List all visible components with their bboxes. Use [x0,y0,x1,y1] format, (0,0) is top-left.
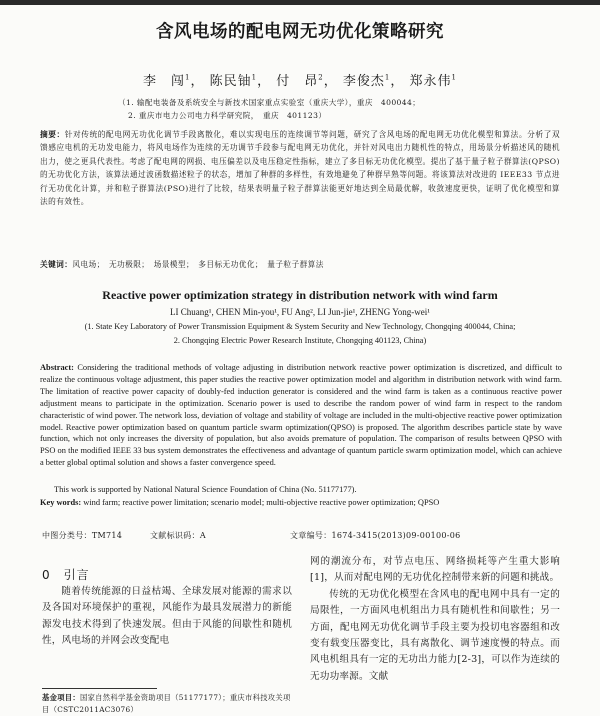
affiliation-chinese-1: （1. 输配电装备及系统安全与新技术国家重点实验室（重庆大学），重庆 400044； [118,98,421,107]
paper-title-english: Reactive power optimization strategy in distribution network with wind farm [102,288,498,302]
article-label: 文章编号： [290,531,332,540]
paragraph: 传统的无功优化模型在含风电的配电网中具有一定的局限性，一方面风电机组出力具有随机性和间歇性；另一方面，配电网无功优化调节手段主要为投切电容器组和改变有载变压器变比，具有离散化、调节速度慢的特点。而风电机组具有一定的无功出力能力[2-3]，可以作为连续的无功功率源。文献 [310,588,560,682]
keywords-text: wind farm; reactive power limitation; scenario model; multi-objective reactive power optimization; QPSO [83,498,440,507]
keywords-label: Key words: [40,498,82,507]
body-column-right [310,554,560,685]
keywords-english [40,498,439,507]
funding-note: This work is supported by National Natural Science Foundation of China (No. 51177177). [54,485,357,494]
author-affil-mark: 1 [185,73,191,82]
abstract-body: Considering the traditional methods of voltage adjusting in distribution network reactive power optimization is discretized, and difficult to realize the continuous voltage adjustment, this paper studies the reactive power optimization model and algorithm in distribution network with wind farm. The limitation of reactive power capacity of doubly-fed induction generator is considered and the wind farm is taken as a continuous reactive power adjustment means to participate in the optimization. Scenario power is used to describe the random power of wind farm in respect to the random characteristic of wind power. The network loss, deviation of voltage and stability of voltage are included in the multi-objective reactive power optimization model. Reactive power optimization based on quantum particle swarm optimization(QPSO) is proposed. The algorithm describes particle state by wave function, which not only increases the diversity of population, but also avoids premature of population. The comparison of results between QPSO with PSO on the modified IEEE 33 bus system demonstrates the effectiveness and advantage of quantum particle swarm optimization model, which can achieve a better global optimal solution and shows a faster convergence speed. [40,363,562,468]
keywords-label: 关键词： [40,260,73,269]
doc-code-value: A [199,531,206,540]
author-list-english: LI Chuang¹, CHEN Min-you¹, FU Ang², LI Jun-jie¹, ZHENG Yong-wei¹ [170,307,430,317]
author-affil-mark: 2 [318,73,324,82]
body-column-left [42,584,292,650]
affiliation-english-2: 2. Chongqing Electric Power Research Institute, Chongqing 401123, China) [173,336,427,345]
author-name: 付 昂 [276,74,319,89]
author-affil-mark: 1 [251,73,258,82]
footnote-label: 基金项目： [42,693,80,702]
keywords-chinese [40,259,560,270]
author-list-chinese: 李 闯$^1$， 陈民铀$^1$， 付 昂$^2$， 李俊杰$^1$， 郑永伟$^1$ [143,73,457,89]
affiliation-english-1: (1. State Key Laboratory of Power Transmission Equipment & System Security and New Technology, Chongqing 400044, China; [84,322,516,331]
paragraph: 随着传统能源的日益枯竭、全球发展对能源的需求以及各国对环境保护的重视，风能作为最具发展潜力的新能源发电技术得到了快速发展。但由于风能的间歇性和随机性，风电场的并网会改变配电 [42,586,292,647]
abstract-label: 摘要： [40,130,65,139]
author-affil-mark: 1 [384,73,391,82]
footnote-text: 国家自然科学基金资助项目（51177177）；重庆市科技攻关项目（CSTC2011AC3076） [42,693,291,714]
abstract-chinese [40,128,560,208]
footnote-divider [42,688,157,689]
author-name: 陈民铀 [209,74,252,89]
doc-code-label: 文献标识码： [150,531,200,540]
keywords-text: 风电场； 无功极限； 场景模型； 多目标无功优化； 量子粒子群算法 [72,260,324,269]
header-rule [0,0,600,5]
author-name: 郑永伟 [409,74,452,89]
article-value: 1674-3415(2013)09-00100-06 [331,531,461,540]
clc-number [42,530,122,541]
abstract-body: 针对传统的配电网无功优化调节手段离散化，难以实现电压的连续调节等问题，研究了含风电场的配电网无功优化模型和算法。分析了双馈感应电机的无功发电能力，将风电场作为连续的无功调节手段参与配电网无功优化，并针对风电出力随机性的特点，用场景分析描述风的随机出力，使之更具代表性。考虑了配电网的网损、电压偏差以及电压稳定性指标，建立了多目标无功优化模型。提出了基于量子粒子群算法(QPSO)的无功优化方法，该算法通过波函数描述粒子的状态，增加了种群的多样性，有效地避免了种群早熟等问题。将该算法对改进的 IEEE33 节点进行无功优化计算，并和粒子群算法(PSO)进行了比较，结果表明量子粒子群算法能更好地达到全局最优解，收敛速度更快，证明了优化模型和算法的有效性。 [40,130,560,207]
author-name: 李 闯 [143,74,186,89]
paper-title-chinese: 含风电场的配电网无功优化策略研究 [156,22,444,42]
abstract-label: Abstract: [40,363,74,372]
abstract-english [40,362,562,469]
clc-value: TM714 [91,531,123,540]
clc-label: 中图分类号： [42,531,92,540]
author-affil-mark: 1 [451,73,457,82]
footnote-funding [42,692,297,716]
paragraph: 网的潮流分布，对节点电压、网络损耗等产生重大影响[1]，从而对配电网的无功优化控制带来新的问题和挑战。 [310,556,560,584]
article-number [290,530,461,541]
document-code [150,530,206,541]
affiliation-chinese-2: 2. 重庆市电力公司电力科学研究院， 重庆 401123） [128,111,327,120]
author-name: 李俊杰 [342,74,385,89]
section-title-introduction: 0 引言 [42,568,90,582]
